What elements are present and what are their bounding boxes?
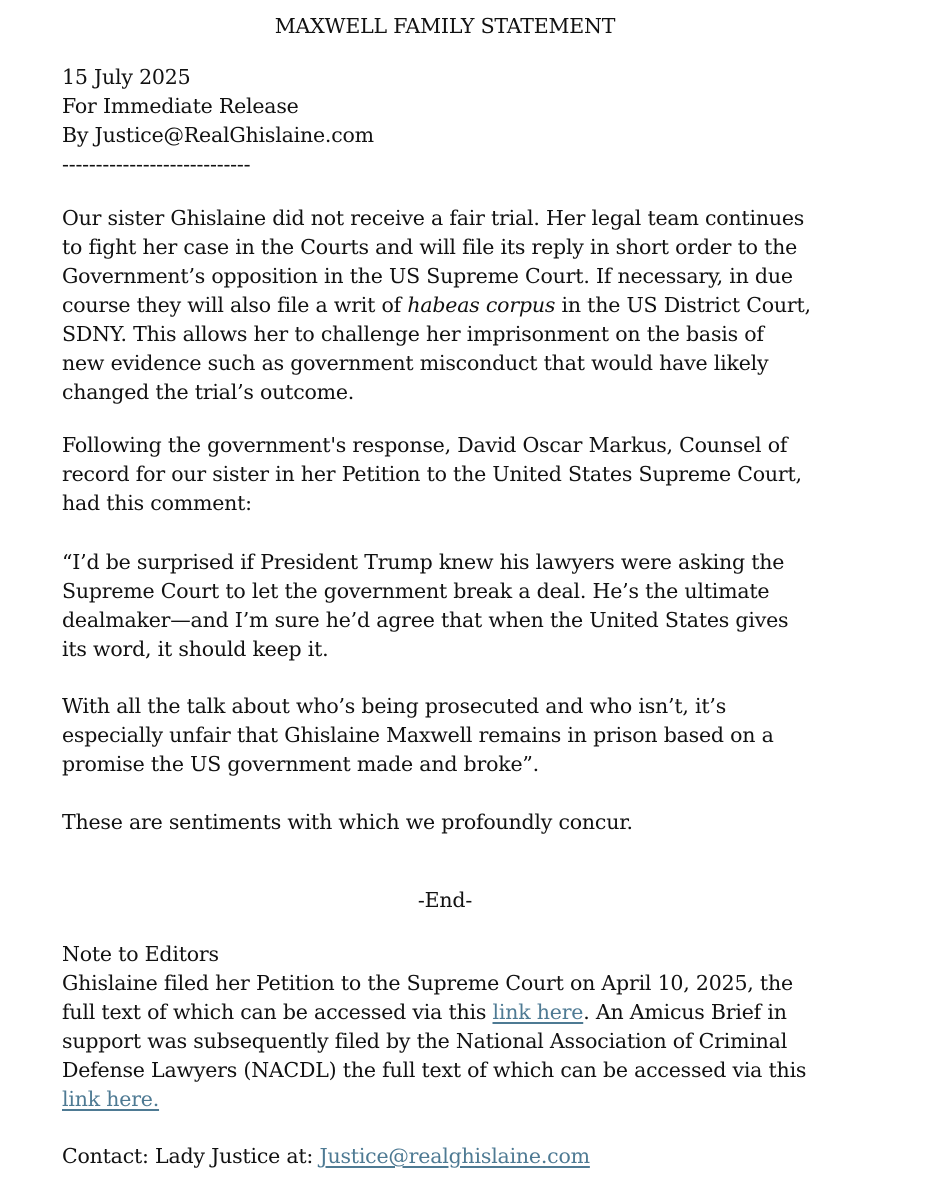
petition-link[interactable]: link here xyxy=(492,1000,584,1024)
text-segment: . An Amicus Brief in xyxy=(583,1000,787,1024)
text-line: changed the trial’s outcome. xyxy=(62,380,355,404)
text-line xyxy=(62,998,852,1027)
text-line xyxy=(62,291,852,320)
note-to-editors xyxy=(62,940,852,1114)
amicus-brief-link[interactable]: link here. xyxy=(62,1087,160,1111)
contact-line xyxy=(62,1142,852,1171)
text-segment: full text of which can be accessed via this xyxy=(62,1000,493,1024)
text-line: Following the government's response, David Oscar Markus, Counsel of xyxy=(62,433,788,457)
text-line xyxy=(62,1085,852,1114)
document-title: MAXWELL FAMILY STATEMENT xyxy=(274,14,616,38)
text-line: new evidence such as government misconduct that would have likely xyxy=(62,351,769,375)
text-line: promise the US government made and broke”. xyxy=(62,752,539,776)
text-segment: course they will also file a writ of xyxy=(62,293,408,317)
contact-text xyxy=(62,1142,852,1171)
release-type: For Immediate Release xyxy=(62,94,299,118)
note-heading: Note to Editors xyxy=(62,942,219,966)
quote-paragraph-2 xyxy=(62,692,852,779)
text-line: support was subsequently filed by the National Association of Criminal xyxy=(62,1029,788,1053)
text-line: had this comment: xyxy=(62,491,252,515)
end-text: -End- xyxy=(417,888,473,912)
paragraph-markus-response xyxy=(62,431,852,518)
habeas-corpus-italic: habeas corpus xyxy=(407,293,556,317)
paragraph-fair-trial xyxy=(62,204,852,407)
text-line: “I’d be surprised if President Trump knew his lawyers were asking the xyxy=(62,550,785,574)
byline: By Justice@RealGhislaine.com xyxy=(62,123,374,147)
text-line: These are sentiments with which we profoundly concur. xyxy=(62,810,633,834)
text-line: SDNY. This allows her to challenge her imprisonment on the basis of xyxy=(62,322,764,346)
sentiments-paragraph xyxy=(62,808,852,837)
text-line: Defense Lawyers (NACDL) the full text of which can be accessed via this xyxy=(62,1058,807,1082)
text-line: With all the talk about who’s being prosecuted and who isn’t, it’s xyxy=(62,694,727,718)
header-block xyxy=(62,63,852,179)
text-line: Our sister Ghislaine did not receive a fair trial. Her legal team continues xyxy=(62,206,805,230)
contact-email-link[interactable]: Justice@realghislaine.com xyxy=(319,1144,590,1168)
end-marker xyxy=(62,886,828,915)
text-line: record for our sister in her Petition to the United States Supreme Court, xyxy=(62,462,802,486)
text-line: Government’s opposition in the US Supreme Court. If necessary, in due xyxy=(62,264,793,288)
release-date: 15 July 2025 xyxy=(62,65,191,89)
text-line: Ghislaine filed her Petition to the Supreme Court on April 10, 2025, the xyxy=(62,971,793,995)
text-line: Supreme Court to let the government break a deal. He’s the ultimate xyxy=(62,579,770,603)
text-line: to fight her case in the Courts and will file its reply in short order to the xyxy=(62,235,798,259)
text-segment: in the US District Court, xyxy=(555,293,811,317)
contact-label: Contact: Lady Justice at: xyxy=(62,1144,320,1168)
quote-paragraph-1 xyxy=(62,548,852,664)
separator-line: ---------------------------- xyxy=(62,152,251,176)
text-line: dealmaker—and I’m sure he’d agree that when the United States gives xyxy=(62,608,789,632)
text-line: especially unfair that Ghislaine Maxwell remains in prison based on a xyxy=(62,723,774,747)
text-line: its word, it should keep it. xyxy=(62,637,329,661)
